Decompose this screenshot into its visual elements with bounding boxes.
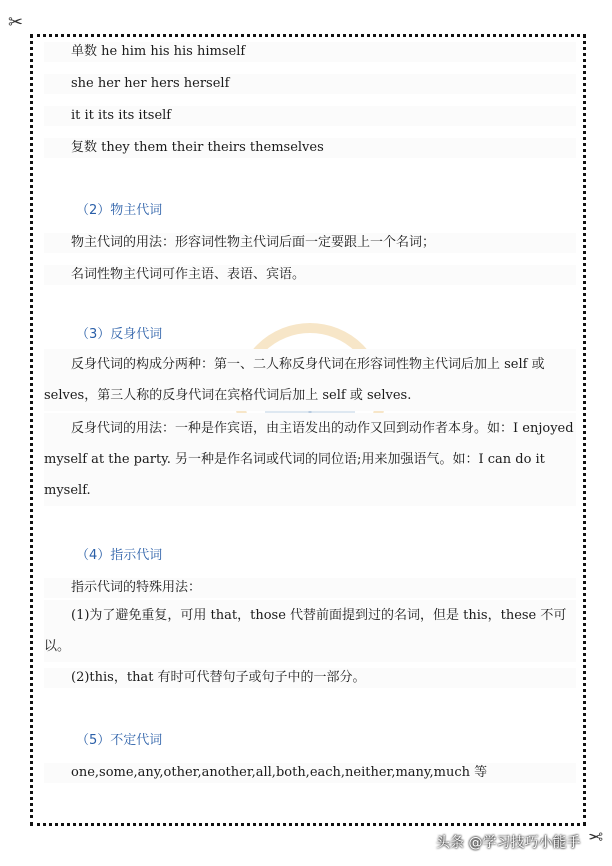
paragraph: 反身代词的构成分两种：第一、二人称反身代词在形容词性物主代词后加上 self 或 selves，第三人称的反身代词在宾格代词后加上 self 或 selves. [44,349,576,411]
paragraph: 指示代词的特殊用法： [44,578,576,598]
paragraph: 物主代词的用法：形容词性物主代词后面一定要跟上一个名词； [44,233,576,253]
source-credit: 头条 @学习技巧小能手 [436,835,581,851]
paragraph: one,some,any,other,another,all,both,each,neither,many,much 等 [44,763,576,783]
section-heading-possessive: （2）物主代词 [76,203,163,218]
paragraph: (1)为了避免重复，可用 that，those 代替前面提到过的名词，但是 this，these 不可以。 [44,600,576,662]
document-body [44,40,576,783]
scissors-icon: ✂ [8,12,24,33]
paragraph: 名词性物主代词可作主语、表语、宾语。 [44,265,576,285]
pronoun-row-she: she her her hers herself [44,74,576,94]
pronoun-row-it: it it its its itself [44,106,576,126]
paragraph: (2)this，that 有时可代替句子或句子中的一部分。 [44,668,576,688]
section-heading-reflexive: （3）反身代词 [76,327,163,342]
section-heading-demonstrative: （4）指示代词 [76,548,163,563]
paragraph: 反身代词的用法：一种是作宾语，由主语发出的动作又回到动作者本身。如：I enjoyed myself at the party. 另一种是作名词或代词的同位语;用来加强语气。如：I can do it myself. [44,413,576,506]
scissors-icon: ✂ [588,825,604,846]
pronoun-row-singular-he: 单数 he him his his himself [44,42,576,62]
pronoun-row-plural: 复数 they them their theirs themselves [44,138,576,158]
section-heading-indefinite: （5）不定代词 [76,733,163,748]
